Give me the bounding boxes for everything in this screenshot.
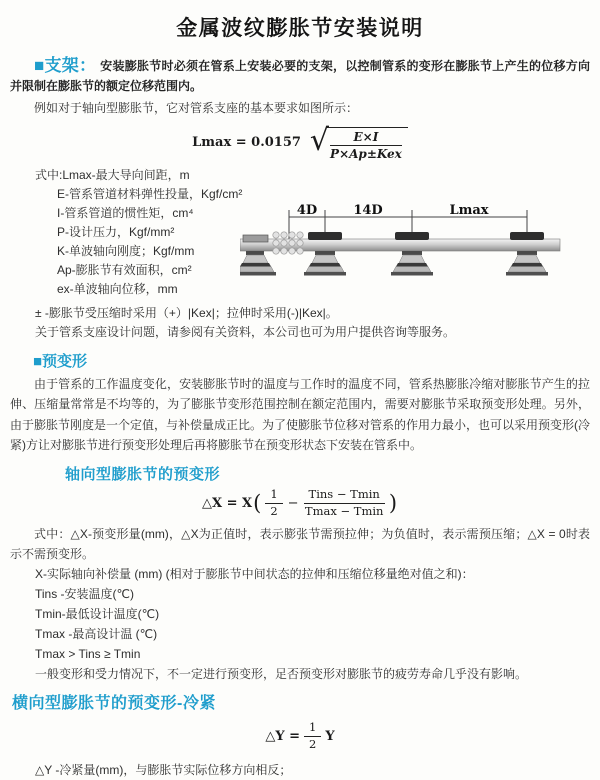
axial-formula [10, 488, 590, 519]
pipe-support-diagram-svg [240, 202, 590, 297]
definition-item: ± -膨胀节受压缩时采用（+）|Kex|；拉伸时采用(-)|Kex|。 [35, 305, 338, 320]
half-fraction [265, 488, 282, 519]
support-intro-paragraph [10, 56, 590, 96]
axial-heading: 轴向型膨胀节的预变形 [65, 465, 221, 483]
lateral-formula-lhs: △Y = [265, 729, 301, 745]
axial-line: Tmax -最高设计温 (℃) [35, 627, 158, 642]
half-numerator: 1 [265, 488, 282, 504]
lateral-heading: 横向型膨胀节的预变形-冷紧 [12, 695, 216, 713]
open-paren: ( [253, 490, 262, 515]
minus-operator: − [287, 495, 299, 511]
predeform-body: 由于管系的工作温度变化，安装膨胀节时的温度与工作时的温度不同，管系热膨胀冷缩对膨胀节产生的拉伸、压缩量常常是不均等的，为了膨胀节变形范围控制在额定范围内，需要对膨胀节采取预变形处理。另外，由于膨胀节刚度是一个定值，与补偿量成正比。为了使膨胀节位移对管系的作用力最小，也可以采用预变形(冷紧)方让对膨胀节进行预变形处理后再将膨胀节在预变形状态下安装在管系中。 [10, 376, 591, 453]
guide-support [391, 232, 433, 276]
half-denominator: 2 [270, 503, 278, 518]
lmax-denominator: P×Ap±Kex [330, 147, 402, 162]
axial-formula-lhs: △X = X [201, 495, 253, 511]
definition-item: Ap-膨胀节有效面积，cm² [57, 262, 192, 277]
support-heading: ■支架： [34, 56, 97, 75]
half-numerator: 1 [304, 721, 321, 737]
definition-item: 式中:Lmax-最大导向间距，m [35, 167, 190, 182]
definitions-and-diagram [10, 166, 590, 304]
guide-support [304, 232, 346, 276]
predeform-heading: ■预变形 [33, 352, 88, 370]
guide-support [506, 232, 548, 276]
axial-line: X-实际轴向补偿量 (mm) (相对于膨胀节中间状态的拉伸和压缩位移量绝对值之和)： [35, 567, 474, 582]
definition-item: ex-单波轴向位移，mm [57, 281, 178, 296]
definition-item: K-单波轴向刚度；Kgf/mm [57, 243, 195, 258]
radicand [326, 127, 408, 162]
symbol-definitions-list [10, 166, 265, 299]
lmax-fraction [330, 130, 402, 162]
lateral-note: △Y -冷紧量(mm)，与膨胀节实际位移方向相反； [35, 762, 292, 777]
definition-item: I-管系管道的惯性矩，cm⁴ [57, 205, 194, 220]
pipe-support-diagram [240, 202, 590, 297]
document-page [0, 12, 600, 780]
temp-denominator: Tmax − Tmin [304, 503, 384, 518]
support-intro-text: 安装膨胀节时必须在管系上安装必要的支架，以控制管系的变形在膨胀节上产生的位移方向并限制在膨胀节的额定位移范围内。 [10, 59, 590, 93]
definition-item: E-管系管道材料弹性投量，Kgf/cm² [57, 186, 243, 201]
axial-line: Tmin-最低设计温度(℃) [35, 607, 160, 622]
dim-label-4d: 4D [296, 202, 318, 218]
axial-line: 一般变形和受力情况下，不一定进行预变形，足否预变形对膨胀节的疲劳寿命几乎没有影响。 [35, 667, 528, 682]
support-example-line: 例如对于轴向型膨胀节，它对管系支座的基本要求如图所示： [34, 101, 359, 115]
lmax-formula-lhs: Lmax = 0.0157 [192, 135, 301, 151]
half-denominator: 2 [309, 737, 317, 752]
temp-numerator: Tins − Tmin [304, 488, 385, 504]
axial-line: Tmax > Tins ≥ Tmin [35, 647, 141, 662]
lateral-formula-rhs: Y [325, 729, 335, 745]
page-title: 金属波纹膨胀节安装说明 [176, 17, 424, 40]
lmax-numerator: E×I [330, 130, 402, 146]
temperature-fraction [304, 488, 385, 519]
definition-item: P-设计压力，Kgf/mm² [57, 224, 175, 239]
radical [310, 124, 408, 162]
sqrt-icon: √ [309, 123, 330, 158]
pipe [240, 239, 560, 251]
support-service-note: 关于管系支座设计问题，请参阅有关资料，本公司也可为用户提供咨询等服务。 [35, 324, 456, 339]
close-paren: ) [388, 490, 398, 515]
lmax-formula [10, 124, 590, 162]
axial-explain: 式中：△X-预变形量(mm)，△X为正值时，表示膨张节需预拉伸；为负值时，表示需预压缩；△X = 0时表示不需预变形。 [10, 527, 590, 562]
axial-line: Tins -安装温度(℃) [35, 587, 135, 602]
dim-label-lmax: Lmax [449, 202, 489, 218]
dim-label-14d: 14D [353, 202, 383, 218]
